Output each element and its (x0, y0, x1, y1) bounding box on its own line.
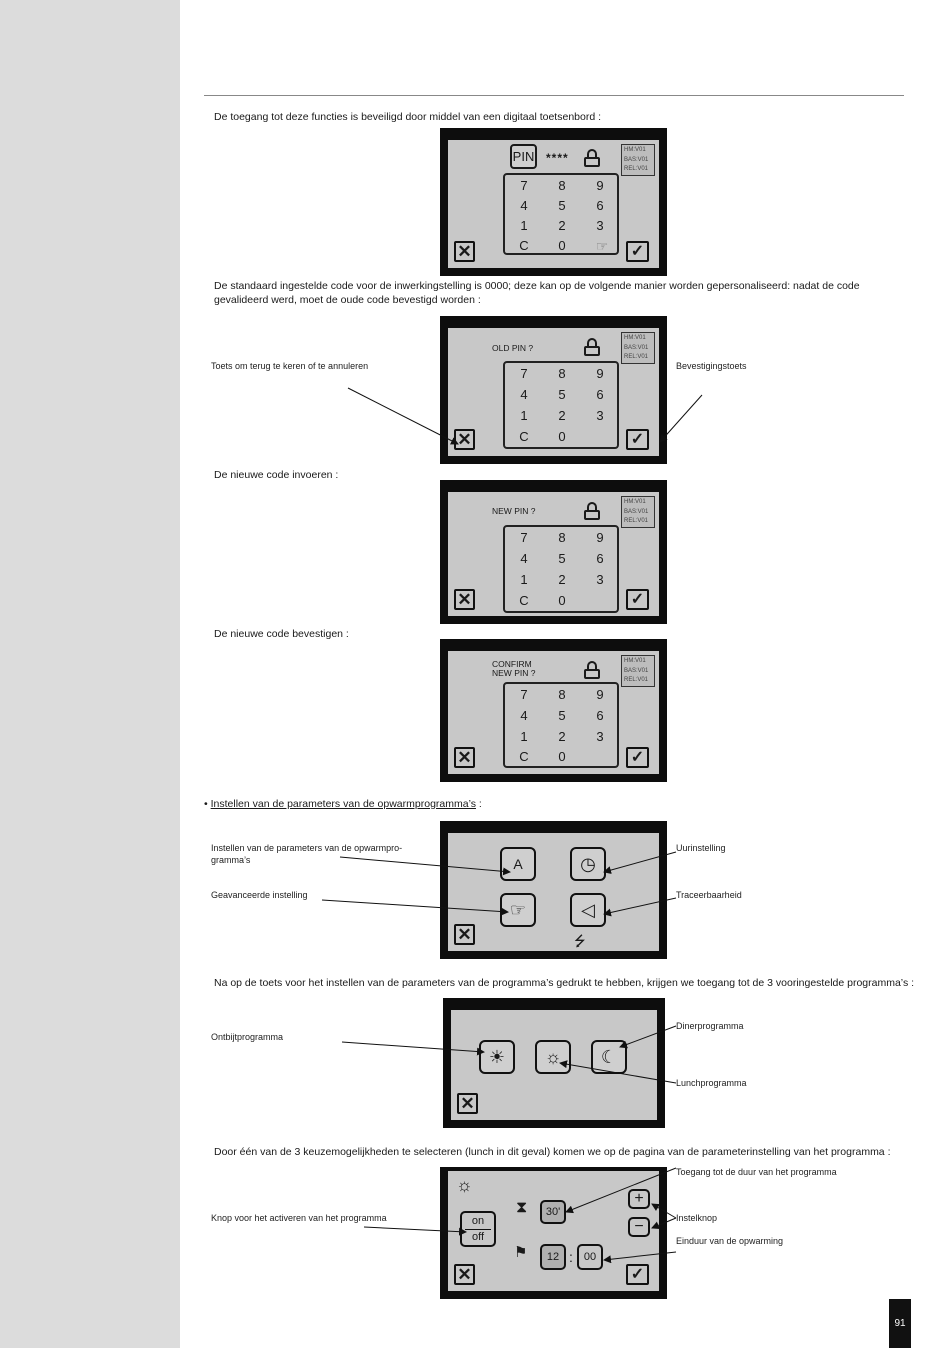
keypad (503, 173, 619, 255)
key-9[interactable]: 9 (596, 687, 604, 702)
key-4[interactable]: 4 (520, 387, 528, 402)
version-line: REL:V01 (624, 677, 649, 683)
page-sidebar (0, 0, 180, 1348)
version-line: BAS:V01 (624, 344, 649, 351)
key-1[interactable]: 1 (520, 572, 528, 587)
programs-screen (443, 998, 665, 1128)
default-code-text: De standaard ingestelde code voor de inwerkingstelling is 0000; deze kan op de volgende manier worden gepersonaliseerd: nadat de code gevalideerd werd, moet de oude code bevestigd worden : (214, 280, 860, 306)
minus-label: − (634, 1218, 644, 1235)
param-screen-display (448, 1171, 659, 1291)
pin-label: PIN (510, 144, 537, 169)
key-1[interactable]: 1 (520, 408, 528, 423)
off-label: off (471, 1230, 485, 1243)
key-3[interactable]: 3 (596, 729, 604, 744)
programs-screen-display (451, 1010, 657, 1120)
hand-icon: ☞ (595, 238, 609, 254)
version-box (621, 655, 655, 687)
version-box (621, 144, 655, 176)
callout-params-setting: Instellen van de parameters van de opwarmpro-gramma’s (211, 843, 403, 865)
key-2[interactable]: 2 (558, 218, 566, 233)
version-line: HM:V01 (624, 147, 646, 153)
callout-adjust-knob: Instelknop (676, 1213, 718, 1223)
key-1[interactable]: 1 (520, 218, 528, 233)
callout-duration-access: Toegang tot de duur van het programma (676, 1167, 837, 1177)
breakfast-button[interactable] (479, 1040, 515, 1074)
lunch-button[interactable] (535, 1040, 571, 1074)
version-box (621, 496, 655, 528)
key-c[interactable]: C (519, 429, 529, 444)
key-5[interactable]: 5 (558, 387, 566, 402)
sun-icon: ☼ (456, 1175, 473, 1195)
key-4[interactable]: 4 (520, 198, 528, 213)
clock-button[interactable] (570, 847, 606, 881)
end-minute-value: 00 (583, 1251, 597, 1263)
new-pin-screen (440, 480, 667, 624)
end-minute-button[interactable] (577, 1244, 603, 1270)
old-pin-screen-display (448, 328, 659, 456)
key-8[interactable]: 8 (558, 178, 566, 193)
key-0[interactable]: 0 (558, 749, 566, 764)
version-line: REL:V01 (624, 354, 649, 360)
usb-icon: ⭍ (574, 933, 586, 949)
key-5[interactable]: 5 (558, 708, 566, 723)
hand-icon: ☞ (509, 900, 527, 920)
section-heading (204, 798, 482, 810)
version-line: HM:V01 (624, 335, 646, 341)
key-8[interactable]: 8 (558, 530, 566, 545)
keypad (503, 682, 619, 768)
key-7[interactable]: 7 (520, 530, 528, 545)
end-hour-button[interactable] (540, 1244, 566, 1270)
version-line: BAS:V01 (624, 156, 649, 163)
version-box (621, 332, 655, 364)
version-line: HM:V01 (624, 658, 646, 664)
confirm-pin-screen (440, 639, 667, 782)
version-line: BAS:V01 (624, 667, 649, 674)
checkered-flag-icon: ⚑ (514, 1244, 528, 1261)
key-7[interactable]: 7 (520, 178, 528, 193)
old-pin-screen (440, 316, 667, 464)
confirm-code-text: De nieuwe code bevestigen : (214, 628, 349, 640)
minus-button[interactable] (628, 1217, 650, 1237)
key-4[interactable]: 4 (520, 551, 528, 566)
advanced-settings-button[interactable] (500, 893, 536, 927)
key-5[interactable]: 5 (558, 551, 566, 566)
lock-icon (584, 338, 600, 356)
key-8[interactable]: 8 (558, 366, 566, 381)
traceability-button[interactable] (570, 893, 606, 927)
key-6[interactable]: 6 (596, 708, 604, 723)
lock-icon (584, 502, 600, 520)
key-5[interactable]: 5 (558, 198, 566, 213)
duration-button[interactable] (540, 1200, 566, 1224)
program-params-button[interactable] (500, 847, 536, 881)
key-3[interactable]: 3 (596, 408, 604, 423)
time-separator: : (569, 1249, 573, 1265)
menu-screen-display (448, 833, 659, 951)
key-9[interactable]: 9 (596, 530, 604, 545)
callout-clock-setting: Uurinstelling (676, 843, 726, 853)
param-screen (440, 1167, 667, 1299)
key-6[interactable]: 6 (596, 387, 604, 402)
close-icon[interactable]: ✕ (454, 924, 475, 945)
section-title: Instellen van de parameters van de opwarmprogramma’s (210, 798, 476, 810)
version-line: BAS:V01 (624, 508, 649, 515)
menu-screen (440, 821, 667, 959)
bullet: • (204, 798, 208, 810)
plus-label: + (634, 1190, 644, 1207)
key-2[interactable]: 2 (558, 408, 566, 423)
key-3[interactable]: 3 (596, 572, 604, 587)
key-9[interactable]: 9 (596, 366, 604, 381)
key-3[interactable]: 3 (596, 218, 604, 233)
selection-text: Door één van de 3 keuzemogelijkheden te selecteren (lunch in dit geval) komen we op de pagina van de parameterinstelling van het programma : (214, 1146, 891, 1158)
lock-icon (584, 661, 600, 679)
callout-lunch: Lunchprogramma (676, 1078, 747, 1088)
checkmark-icon[interactable]: ✓ (626, 241, 649, 262)
old-pin-prompt: OLD PIN ? (492, 343, 534, 353)
callout-end-time: Einduur van de opwarming (676, 1236, 784, 1246)
close-icon[interactable]: ✕ (454, 589, 475, 610)
end-hour-value: 12 (546, 1251, 560, 1263)
dinner-button[interactable] (591, 1040, 627, 1074)
program-params-label: A (513, 856, 523, 872)
on-label: on (471, 1214, 485, 1227)
callout-dinner: Dinerprogramma (676, 1021, 744, 1031)
key-7[interactable]: 7 (520, 687, 528, 702)
presets-text: Na op de toets voor het instellen van de parameters van de programma’s gedrukt te hebben, krijgen we toegang tot de 3 vooringestelde programma’s : (214, 977, 915, 989)
new-pin-screen-display (448, 492, 659, 616)
confirm-pin-screen-display (448, 651, 659, 774)
key-c[interactable]: C (519, 749, 529, 764)
sunrise-icon: ☀ (488, 1047, 506, 1067)
key-8[interactable]: 8 (558, 687, 566, 702)
key-0[interactable]: 0 (558, 238, 566, 253)
version-line: REL:V01 (624, 166, 649, 172)
callout-breakfast: Ontbijtprogramma (211, 1032, 284, 1042)
lock-icon (584, 149, 600, 167)
callout-traceability: Traceerbaarheid (676, 890, 742, 900)
callout-confirm-key: Bevestigingstoets (676, 361, 747, 371)
confirm-prompt-line: CONFIRM (492, 659, 532, 669)
clock-icon: ◷ (580, 854, 596, 874)
duration-value: 30' (545, 1206, 561, 1218)
pin-screen (440, 128, 667, 276)
keypad (503, 525, 619, 613)
eye-icon: ◁ (581, 900, 595, 920)
plus-button[interactable] (628, 1189, 650, 1209)
key-2[interactable]: 2 (558, 572, 566, 587)
pin-mask: **** (546, 151, 569, 165)
close-icon[interactable]: ✕ (457, 1093, 478, 1114)
key-6[interactable]: 6 (596, 551, 604, 566)
key-1[interactable]: 1 (520, 729, 528, 744)
moon-icon: ☾ (600, 1047, 618, 1067)
key-9[interactable]: 9 (596, 178, 604, 193)
key-4[interactable]: 4 (520, 708, 528, 723)
key-2[interactable]: 2 (558, 729, 566, 744)
confirm-prompt-line: NEW PIN ? (492, 668, 536, 678)
keypad (503, 361, 619, 449)
new-code-text: De nieuwe code invoeren : (214, 469, 339, 481)
key-0[interactable]: 0 (558, 593, 566, 608)
key-0[interactable]: 0 (558, 429, 566, 444)
close-icon[interactable]: ✕ (454, 241, 475, 262)
section-colon: : (475, 798, 482, 810)
on-off-button[interactable] (460, 1211, 496, 1247)
checkmark-icon[interactable]: ✓ (626, 429, 649, 450)
close-icon[interactable]: ✕ (454, 1264, 475, 1285)
checkmark-icon[interactable]: ✓ (626, 747, 649, 768)
header-rule (204, 95, 904, 96)
callout-cancel-key: Toets om terug te keren of te annuleren (211, 361, 369, 371)
close-icon[interactable]: ✕ (454, 429, 475, 450)
new-pin-prompt: NEW PIN ? (492, 506, 536, 516)
pin-screen-display (448, 140, 659, 268)
intro-text: De toegang tot deze functies is beveiligd door middel van een digitaal toetsenbord : (214, 111, 602, 123)
callout-advanced-setting: Geavanceerde instelling (211, 890, 308, 900)
checkmark-icon[interactable]: ✓ (626, 1264, 649, 1285)
page-number: 91 (889, 1299, 911, 1348)
close-icon[interactable]: ✕ (454, 747, 475, 768)
checkmark-icon[interactable]: ✓ (626, 589, 649, 610)
version-line: REL:V01 (624, 518, 649, 524)
hourglass-icon: ⧗ (516, 1199, 528, 1216)
sun-icon: ☼ (544, 1047, 562, 1067)
key-c[interactable]: C (519, 238, 529, 253)
callout-activate-button: Knop voor het activeren van het programma (211, 1213, 387, 1223)
version-line: HM:V01 (624, 499, 646, 505)
key-6[interactable]: 6 (596, 198, 604, 213)
key-7[interactable]: 7 (520, 366, 528, 381)
key-c[interactable]: C (519, 593, 529, 608)
confirm-pin-prompt (492, 660, 535, 678)
